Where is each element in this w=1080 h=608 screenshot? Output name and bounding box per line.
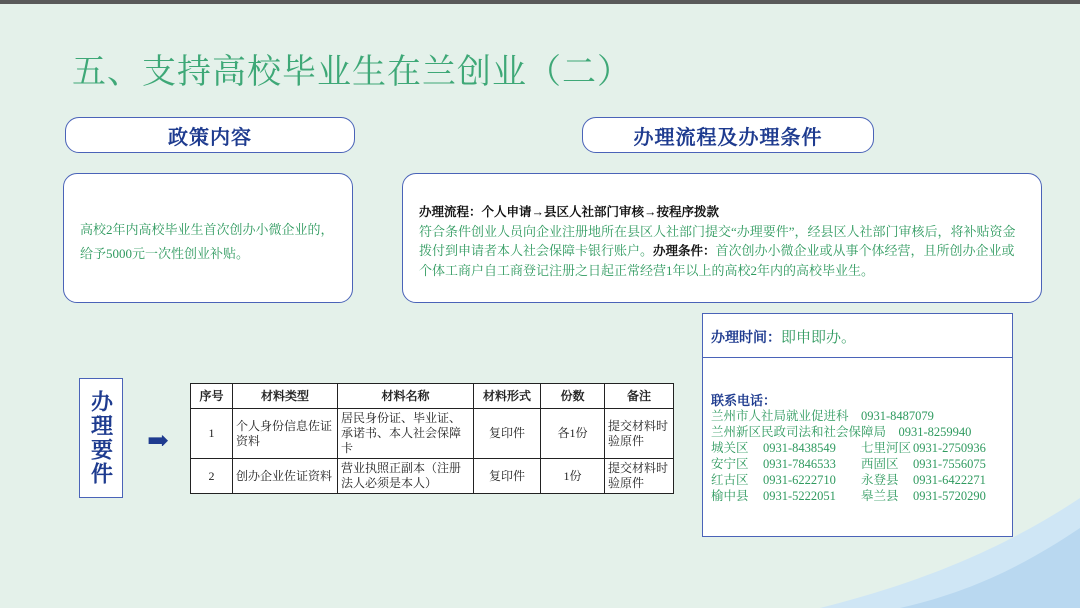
district-phone: 0931-5222051	[763, 489, 836, 503]
table-cell: 提交材料时验原件	[605, 459, 674, 494]
policy-header	[65, 117, 355, 153]
process-flow-line: 办理流程：个人申请→县区人社部门审核→按程序拨款	[419, 205, 720, 219]
district-name: 城关区	[711, 441, 749, 455]
handling-time-value: 即申即办。	[781, 330, 857, 346]
policy-header-label: 政策内容	[168, 126, 252, 149]
district-name: 西固区	[861, 457, 899, 471]
phone-heading: 联系电话：	[711, 393, 777, 408]
table-header: 序号	[191, 384, 233, 409]
district-entry	[861, 456, 1011, 472]
district-entry	[861, 488, 1011, 504]
table-cell: 1	[191, 409, 233, 459]
phone-line: 兰州市人社局就业促进科 0931-8487079	[711, 409, 934, 423]
district-entry	[711, 488, 861, 504]
table-cell: 提交材料时验原件	[605, 409, 674, 459]
table-header: 材料类型	[233, 384, 338, 409]
table-cell: 营业执照正副本（注册法人必须是本人）	[338, 459, 474, 494]
district-phone: 0931-6222710	[763, 473, 836, 487]
materials-table	[190, 383, 674, 494]
table-cell: 创办企业佐证资料	[233, 459, 338, 494]
district-phone-grid	[711, 440, 1011, 504]
district-entry	[711, 456, 861, 472]
table-header: 材料名称	[338, 384, 474, 409]
district-name: 榆中县	[711, 489, 749, 503]
district-name: 安宁区	[711, 457, 749, 471]
phone-list	[711, 408, 1011, 504]
district-name: 永登县	[861, 473, 899, 487]
handling-time	[711, 326, 856, 347]
district-phone: 0931-6422271	[913, 473, 986, 487]
table-cell: 复印件	[474, 459, 541, 494]
top-bar	[0, 0, 1080, 4]
handling-time-label: 办理时间：	[711, 329, 781, 345]
district-entry	[861, 472, 1011, 488]
process-header-label: 办理流程及办理条件	[633, 126, 823, 149]
process-box	[402, 173, 1042, 303]
district-name: 皋兰县	[861, 489, 899, 503]
district-entry	[861, 440, 1011, 456]
table-cell: 2	[191, 459, 233, 494]
table-row	[191, 409, 674, 459]
district-entry	[711, 440, 861, 456]
process-flow-body: 符合条件创业人员向企业注册地所在县区人社部门提交“办理要件”，经县区人社部门审核后，将补贴资金拨付到申请者本人社会保障卡银行账户。	[419, 224, 1016, 258]
district-name: 红古区	[711, 473, 749, 487]
policy-box	[63, 173, 353, 303]
district-name: 七里河区	[861, 441, 912, 455]
table-cell: 各1份	[541, 409, 605, 459]
divider	[703, 357, 1012, 358]
table-cell: 个人身份信息佐证资料	[233, 409, 338, 459]
requirements-label: 办理要件	[79, 378, 123, 498]
policy-text: 高校2年内高校毕业生首次创办小微企业的，给予5000元一次性创业补贴。	[80, 222, 334, 261]
table-cell: 居民身份证、毕业证、承诺书、本人社会保障卡	[338, 409, 474, 459]
process-content	[419, 202, 1027, 280]
right-arrow-icon: ➡	[147, 426, 169, 455]
table-cell: 1份	[541, 459, 605, 494]
process-header	[582, 117, 874, 153]
district-phone: 0931-5720290	[913, 489, 986, 503]
district-phone: 0931-7846533	[763, 457, 836, 471]
contact-box	[702, 313, 1013, 537]
process-condition-body: 首次创办小微企业或从事个体经营，且所创办企业或个体工商户自工商登记注册之日起正常经营1年以上的高校2年内的高校毕业生。	[419, 243, 1015, 278]
phone-line: 兰州新区民政司法和社会保障局 0931-8259940	[711, 425, 972, 439]
district-entry	[711, 472, 861, 488]
table-header: 备注	[605, 384, 674, 409]
district-phone: 0931-2750936	[913, 441, 986, 455]
page-title: 五、支持高校毕业生在兰创业（二）	[72, 54, 632, 91]
process-condition-label: 办理条件：	[653, 244, 716, 258]
district-phone: 0931-8438549	[763, 441, 836, 455]
table-header: 材料形式	[474, 384, 541, 409]
table-header: 份数	[541, 384, 605, 409]
table-header-row	[191, 384, 674, 409]
table-cell: 复印件	[474, 409, 541, 459]
district-phone: 0931-7556075	[913, 457, 986, 471]
table-row	[191, 459, 674, 494]
